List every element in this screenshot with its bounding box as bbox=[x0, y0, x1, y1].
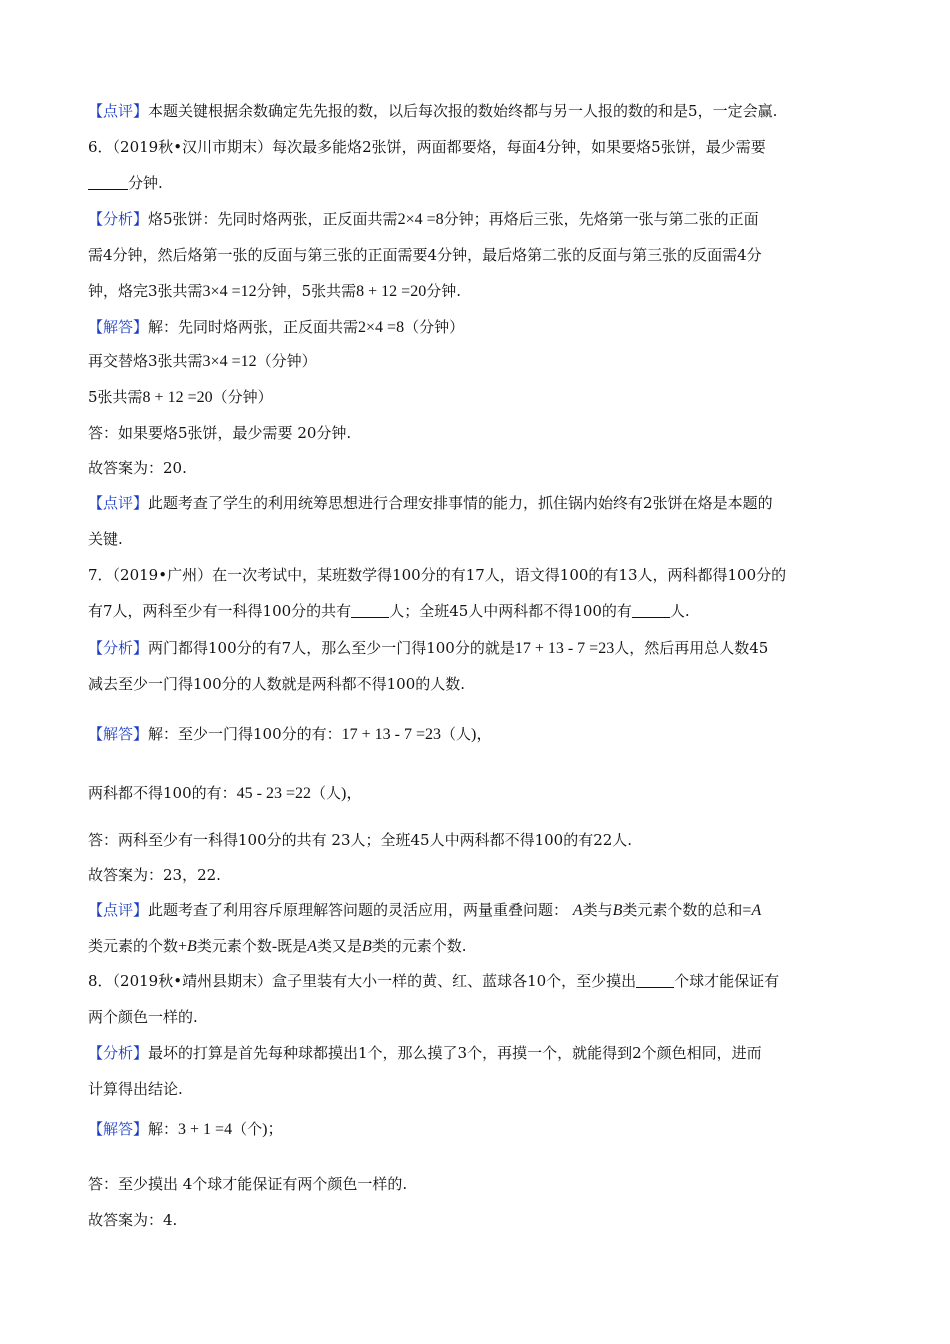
analysis-tag: 【分析】 bbox=[88, 639, 149, 657]
math-expression: 3×4 =12 bbox=[202, 353, 257, 370]
q7-stem-line-1 bbox=[88, 564, 786, 586]
review-text: 类元素个数的总和 bbox=[622, 901, 743, 919]
math-operator: = bbox=[742, 902, 752, 919]
answer-text: 故答案为：4. bbox=[88, 1211, 178, 1229]
q6-answer-line-5 bbox=[88, 457, 187, 479]
answer-tag: 【解答】 bbox=[88, 725, 149, 743]
q6-review-line-2 bbox=[88, 528, 123, 550]
q6-stem-line-2 bbox=[88, 172, 163, 194]
math-expression: 17 + 13 - 7 =23 bbox=[514, 640, 615, 657]
q8-stem-line-1 bbox=[88, 970, 779, 992]
question-text: 有7人，两科至少有一科得100分的共有 bbox=[88, 602, 352, 620]
question-text: 7．（2019•广州）在一次考试中，某班数学得100分的有17人，语文得100的有13人，两科都得100分的 bbox=[88, 566, 787, 584]
question-text: 两个颜色一样的. bbox=[88, 1008, 198, 1026]
answer-text: 答：如果要烙5张饼，最少需要 20分钟. bbox=[88, 424, 352, 442]
q7-answer-line-2 bbox=[88, 782, 362, 804]
analysis-text: 分钟；再烙后三张，先烙第一张与第二张的正面 bbox=[443, 210, 759, 228]
review-text: 既是 bbox=[277, 937, 308, 955]
q6-answer-line-2 bbox=[88, 350, 317, 372]
answer-tag: 【解答】 bbox=[88, 318, 149, 336]
question-text: 个球才能保证有 bbox=[674, 972, 780, 990]
q6-analysis-line-2 bbox=[88, 244, 762, 266]
answer-text: （分钟） bbox=[404, 318, 465, 336]
math-variable: B bbox=[187, 938, 197, 955]
answer-text: 解：至少一门得100分的有： bbox=[148, 725, 342, 743]
q7-analysis-line-1 bbox=[88, 637, 768, 659]
q6-analysis-line-3 bbox=[88, 280, 461, 302]
analysis-tag: 【分析】 bbox=[88, 210, 149, 228]
q6-review-line-1 bbox=[88, 492, 773, 514]
math-expression: 3 + 1 =4 bbox=[178, 1121, 233, 1138]
review-text: 类元素个数 bbox=[196, 937, 272, 955]
review-text: 本题关键根据余数确定先先报的数，以后每次报的数始终都与另一人报的数的和是5，一定会赢. bbox=[148, 102, 778, 120]
review-tag: 【点评】 bbox=[88, 494, 149, 512]
question-text: 8．（2019秋•靖州县期末）盒子里装有大小一样的黄、红、蓝球各10个，至少摸出 bbox=[88, 972, 637, 990]
answer-text: 解： bbox=[148, 1120, 179, 1138]
answer-blank bbox=[351, 602, 389, 618]
answer-text: （人 bbox=[441, 725, 472, 743]
math-variable: A bbox=[307, 938, 317, 955]
answer-blank bbox=[632, 602, 670, 618]
math-variable: B bbox=[361, 938, 372, 955]
answer-text: （分钟） bbox=[212, 388, 273, 406]
analysis-text: 计算得出结论. bbox=[88, 1080, 183, 1098]
answer-text: 故答案为：23，22. bbox=[88, 866, 221, 884]
q7-answer-line-1 bbox=[88, 723, 492, 745]
q7-review-line-2 bbox=[88, 935, 467, 957]
q8-analysis-line-1 bbox=[88, 1042, 762, 1064]
review-text: 类的元素个数. bbox=[371, 937, 467, 955]
q6-answer-line-4 bbox=[88, 422, 351, 444]
answer-blank bbox=[88, 174, 128, 190]
review-tag: 【点评】 bbox=[88, 901, 149, 919]
answer-text: )， bbox=[471, 726, 493, 743]
math-variable: A bbox=[751, 902, 762, 919]
math-variable: A bbox=[572, 902, 583, 919]
review-text: 类与 bbox=[582, 901, 613, 919]
answer-blank bbox=[636, 972, 674, 988]
math-variable: B bbox=[612, 902, 623, 919]
analysis-text: 分钟. bbox=[426, 282, 461, 300]
analysis-text: 最坏的打算是首先每种球都摸出1个，那么摸了3个，再摸一个，就能得到2个颜色相同，进而 bbox=[148, 1044, 762, 1062]
math-operator: + bbox=[178, 938, 188, 955]
q8-answer-line-1 bbox=[88, 1118, 283, 1140]
answer-text: 答：至少摸出 4个球才能保证有两个颜色一样的. bbox=[88, 1175, 408, 1193]
math-expression: 8 + 12 =20 bbox=[356, 283, 427, 300]
review-text: 类又是 bbox=[316, 937, 362, 955]
question-text: 6．（2019秋•汉川市期末）每次最多能烙2张饼，两面都要烙，每面4分钟，如果要烙5张饼，最少需要 bbox=[88, 138, 766, 156]
answer-text: 5张共需 bbox=[88, 388, 143, 406]
math-expression: 3×4 =12 bbox=[202, 283, 257, 300]
analysis-text: 需4分钟，然后烙第一张的反面与第三张的正面需要4分钟，最后烙第二张的反面与第三张的反面需4分 bbox=[88, 246, 762, 264]
math-operator: - bbox=[271, 938, 278, 955]
review-text: 类元素的个数 bbox=[88, 937, 179, 955]
answer-text: 答：两科至少有一科得100分的共有 23人；全班45人中两科都不得100的有22人. bbox=[88, 831, 633, 849]
q5-review bbox=[88, 100, 777, 122]
analysis-tag: 【分析】 bbox=[88, 1044, 149, 1062]
math-expression: 2×4 =8 bbox=[358, 319, 405, 336]
q6-answer-line-1 bbox=[88, 316, 464, 338]
question-text: 人. bbox=[669, 602, 690, 620]
math-expression: 45 - 23 =22 bbox=[236, 785, 311, 802]
q7-answer-line-4 bbox=[88, 864, 221, 886]
question-text: 人；全班45人中两科都不得100的有 bbox=[389, 602, 632, 620]
answer-text: 解：先同时烙两张，正反面共需 bbox=[148, 318, 359, 336]
answer-tag: 【解答】 bbox=[88, 1120, 149, 1138]
math-expression: 17 + 13 - 7 =23 bbox=[341, 726, 442, 743]
review-text: 关键. bbox=[88, 530, 123, 548]
q8-answer-line-2 bbox=[88, 1173, 407, 1195]
answer-text: 两科都不得100的有： bbox=[88, 784, 237, 802]
q7-stem-line-2 bbox=[88, 600, 690, 622]
answer-text: )， bbox=[341, 785, 363, 802]
analysis-text: 烙5张饼：先同时烙两张，正反面共需 bbox=[148, 210, 398, 228]
analysis-text: 分钟，5张共需 bbox=[256, 282, 357, 300]
review-text: 此题考查了利用容斥原理解答问题的灵活应用，两量重叠问题： bbox=[148, 901, 569, 919]
review-text: 此题考查了学生的利用统筹思想进行合理安排事情的能力，抓住锅内始终有2张饼在烙是本题的 bbox=[148, 494, 773, 512]
answer-text: （分钟） bbox=[256, 352, 317, 370]
q7-review-line-1 bbox=[88, 899, 761, 921]
q6-answer-line-3 bbox=[88, 386, 273, 408]
q8-stem-line-2 bbox=[88, 1006, 198, 1028]
analysis-text: 两门都得100分的有7人，那么至少一门得100分的就是 bbox=[148, 639, 515, 657]
q8-analysis-line-2 bbox=[88, 1078, 183, 1100]
q7-answer-line-3 bbox=[88, 829, 632, 851]
math-expression: 2×4 =8 bbox=[397, 211, 444, 228]
answer-text: )； bbox=[262, 1121, 284, 1138]
analysis-text: 人，然后再用总人数45 bbox=[614, 639, 769, 657]
answer-text: 再交替烙3张共需 bbox=[88, 352, 203, 370]
q6-analysis-line-1 bbox=[88, 208, 759, 230]
answer-text: （人 bbox=[311, 784, 342, 802]
answer-text: 故答案为：20. bbox=[88, 459, 187, 477]
math-expression: 8 + 12 =20 bbox=[142, 389, 213, 406]
q8-answer-line-3 bbox=[88, 1209, 177, 1231]
answer-text: （个 bbox=[232, 1120, 263, 1138]
analysis-text: 减去至少一门得100分的人数就是两科都不得100的人数. bbox=[88, 675, 466, 693]
analysis-text: 钟，烙完3张共需 bbox=[88, 282, 203, 300]
q7-analysis-line-2 bbox=[88, 673, 465, 695]
review-tag: 【点评】 bbox=[88, 102, 149, 120]
question-text: 分钟. bbox=[128, 174, 163, 192]
q6-stem-line-1 bbox=[88, 136, 766, 158]
